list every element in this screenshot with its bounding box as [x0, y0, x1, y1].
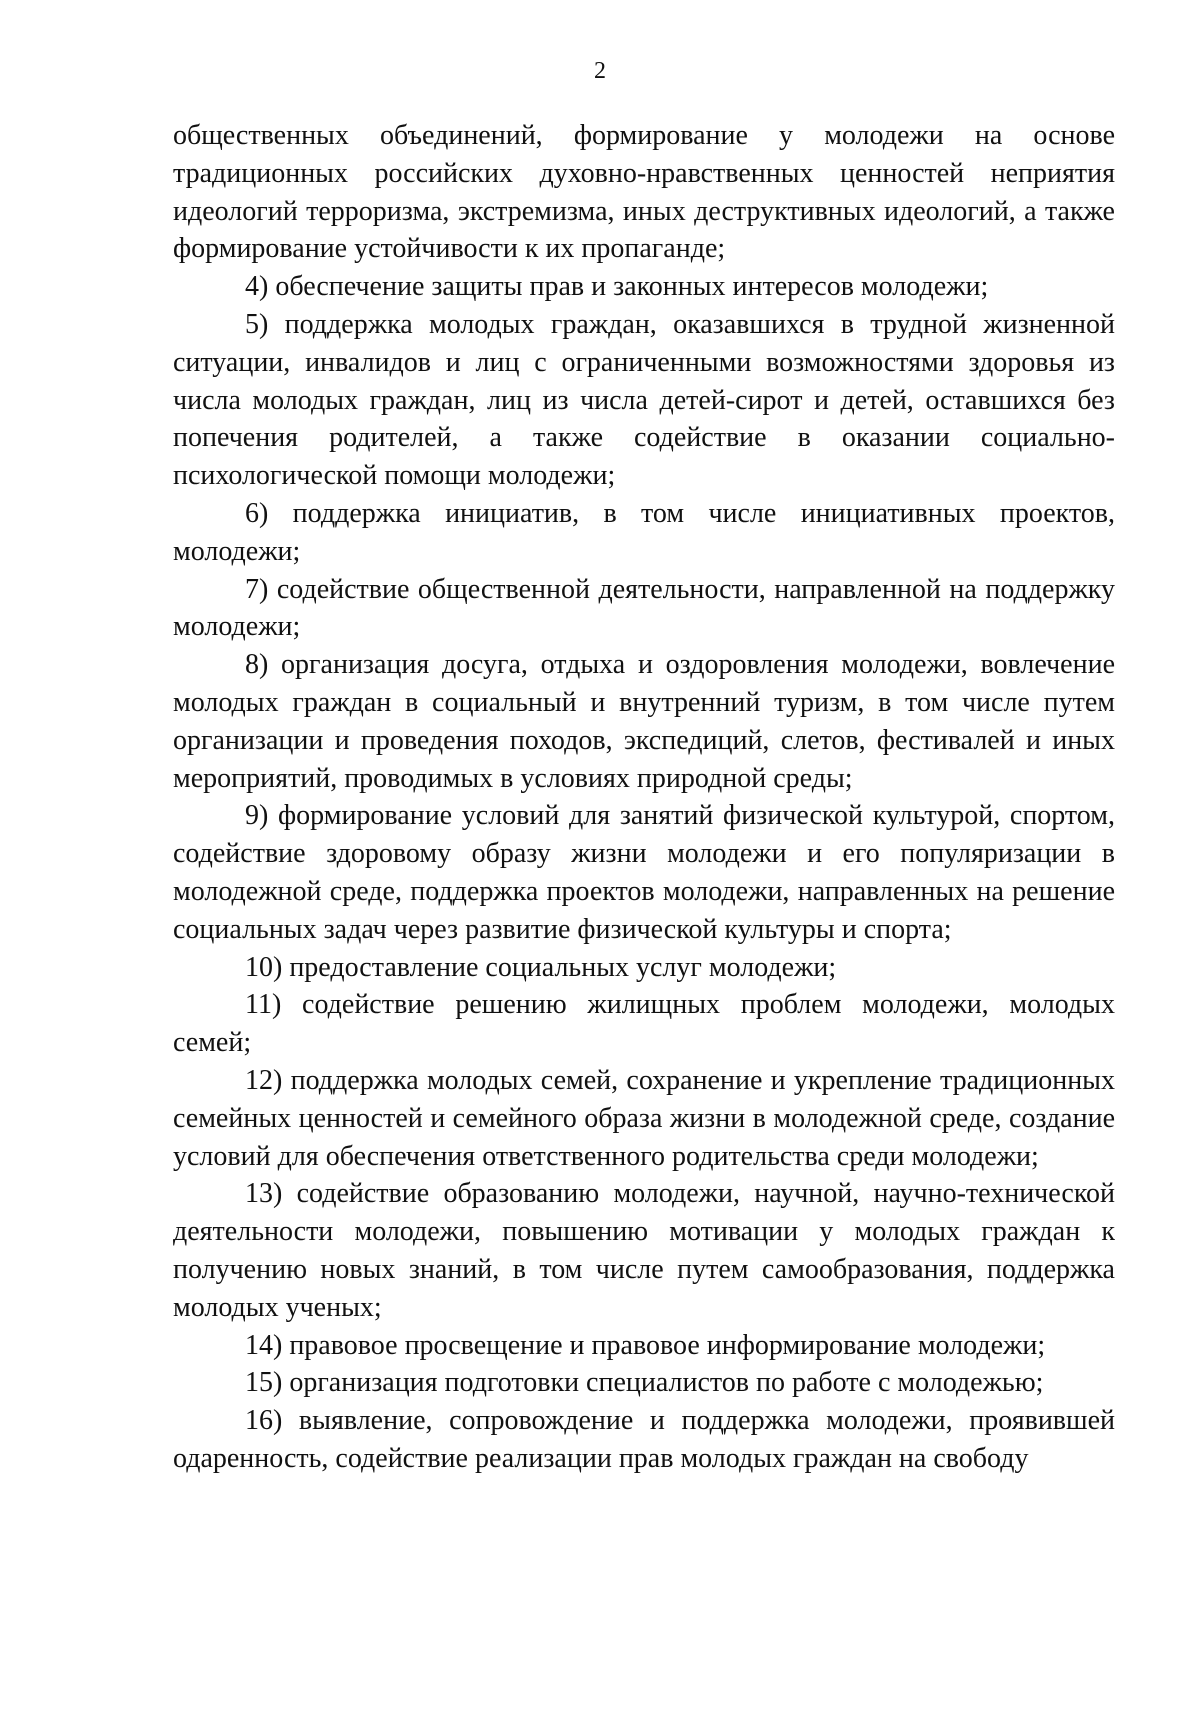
list-item-4: 4) обеспечение защиты прав и законных интересов молодежи;: [245, 271, 989, 303]
list-item-7: 7) содействие общественной деятельности, направленной на поддержку молодежи;: [173, 573, 1115, 643]
paragraph-continuation: общественных объединений, формирование у молодежи на основе традиционных российских духовно-нравственных ценностей неприятия идеологий терроризма, экстремизма, иных деструктивных идеологий, а также формирование устойчивости к их пропаганде;: [173, 120, 1115, 265]
list-item-12: 12) поддержка молодых семей, сохранение и укрепление традиционных семейных ценностей и семейного образа жизни в молодежной среде, создание условий для обеспечения ответственного родительства среди молодежи;: [173, 1064, 1115, 1172]
list-item-5: 5) поддержка молодых граждан, оказавшихся в трудной жизненной ситуации, инвалидов и лиц с ограниченными возможностями здоровья из числа молодых граждан, лиц из числа детей-сирот и детей, оставшихся без попечения родителей, а также содействие в оказании социально-психологической помощи молодежи;: [173, 308, 1115, 492]
list-item-11: 11) содействие решению жилищных проблем молодежи, молодых семей;: [173, 989, 1115, 1059]
list-item-13: 13) содействие образованию молодежи, научной, научно-технической деятельности молодежи, повышению мотивации у молодых граждан к получению новых знаний, в том числе путем самообразования, поддержка молодых ученых;: [173, 1178, 1115, 1323]
page-number: 2: [594, 58, 606, 84]
list-item-6: 6) поддержка инициатив, в том числе инициативных проектов, молодежи;: [173, 497, 1115, 567]
list-item-9: 9) формирование условий для занятий физической культурой, спортом, содействие здоровому образу жизни молодежи и его популяризации в молодежной среде, поддержка проектов молодежи, направленных на решение социальных задач через развитие физической культуры и спорта;: [173, 800, 1115, 945]
list-item-14: 14) правовое просвещение и правовое информирование молодежи;: [245, 1329, 1046, 1361]
list-item-15: 15) организация подготовки специалистов по работе с молодежью;: [245, 1367, 1044, 1399]
document-body: [173, 117, 1115, 1478]
list-item-10: 10) предоставление социальных услуг молодежи;: [245, 951, 837, 983]
list-item-8: 8) организация досуга, отдыха и оздоровления молодежи, вовлечение молодых граждан в социальный и внутренний туризм, в том числе путем организации и проведения походов, экспедиций, слетов, фестивалей и иных мероприятий, проводимых в условиях природной среды;: [173, 649, 1115, 794]
list-item-16: 16) выявление, сопровождение и поддержка молодежи, проявившей одаренность, содействие реализации прав молодых граждан на свободу: [173, 1405, 1115, 1474]
